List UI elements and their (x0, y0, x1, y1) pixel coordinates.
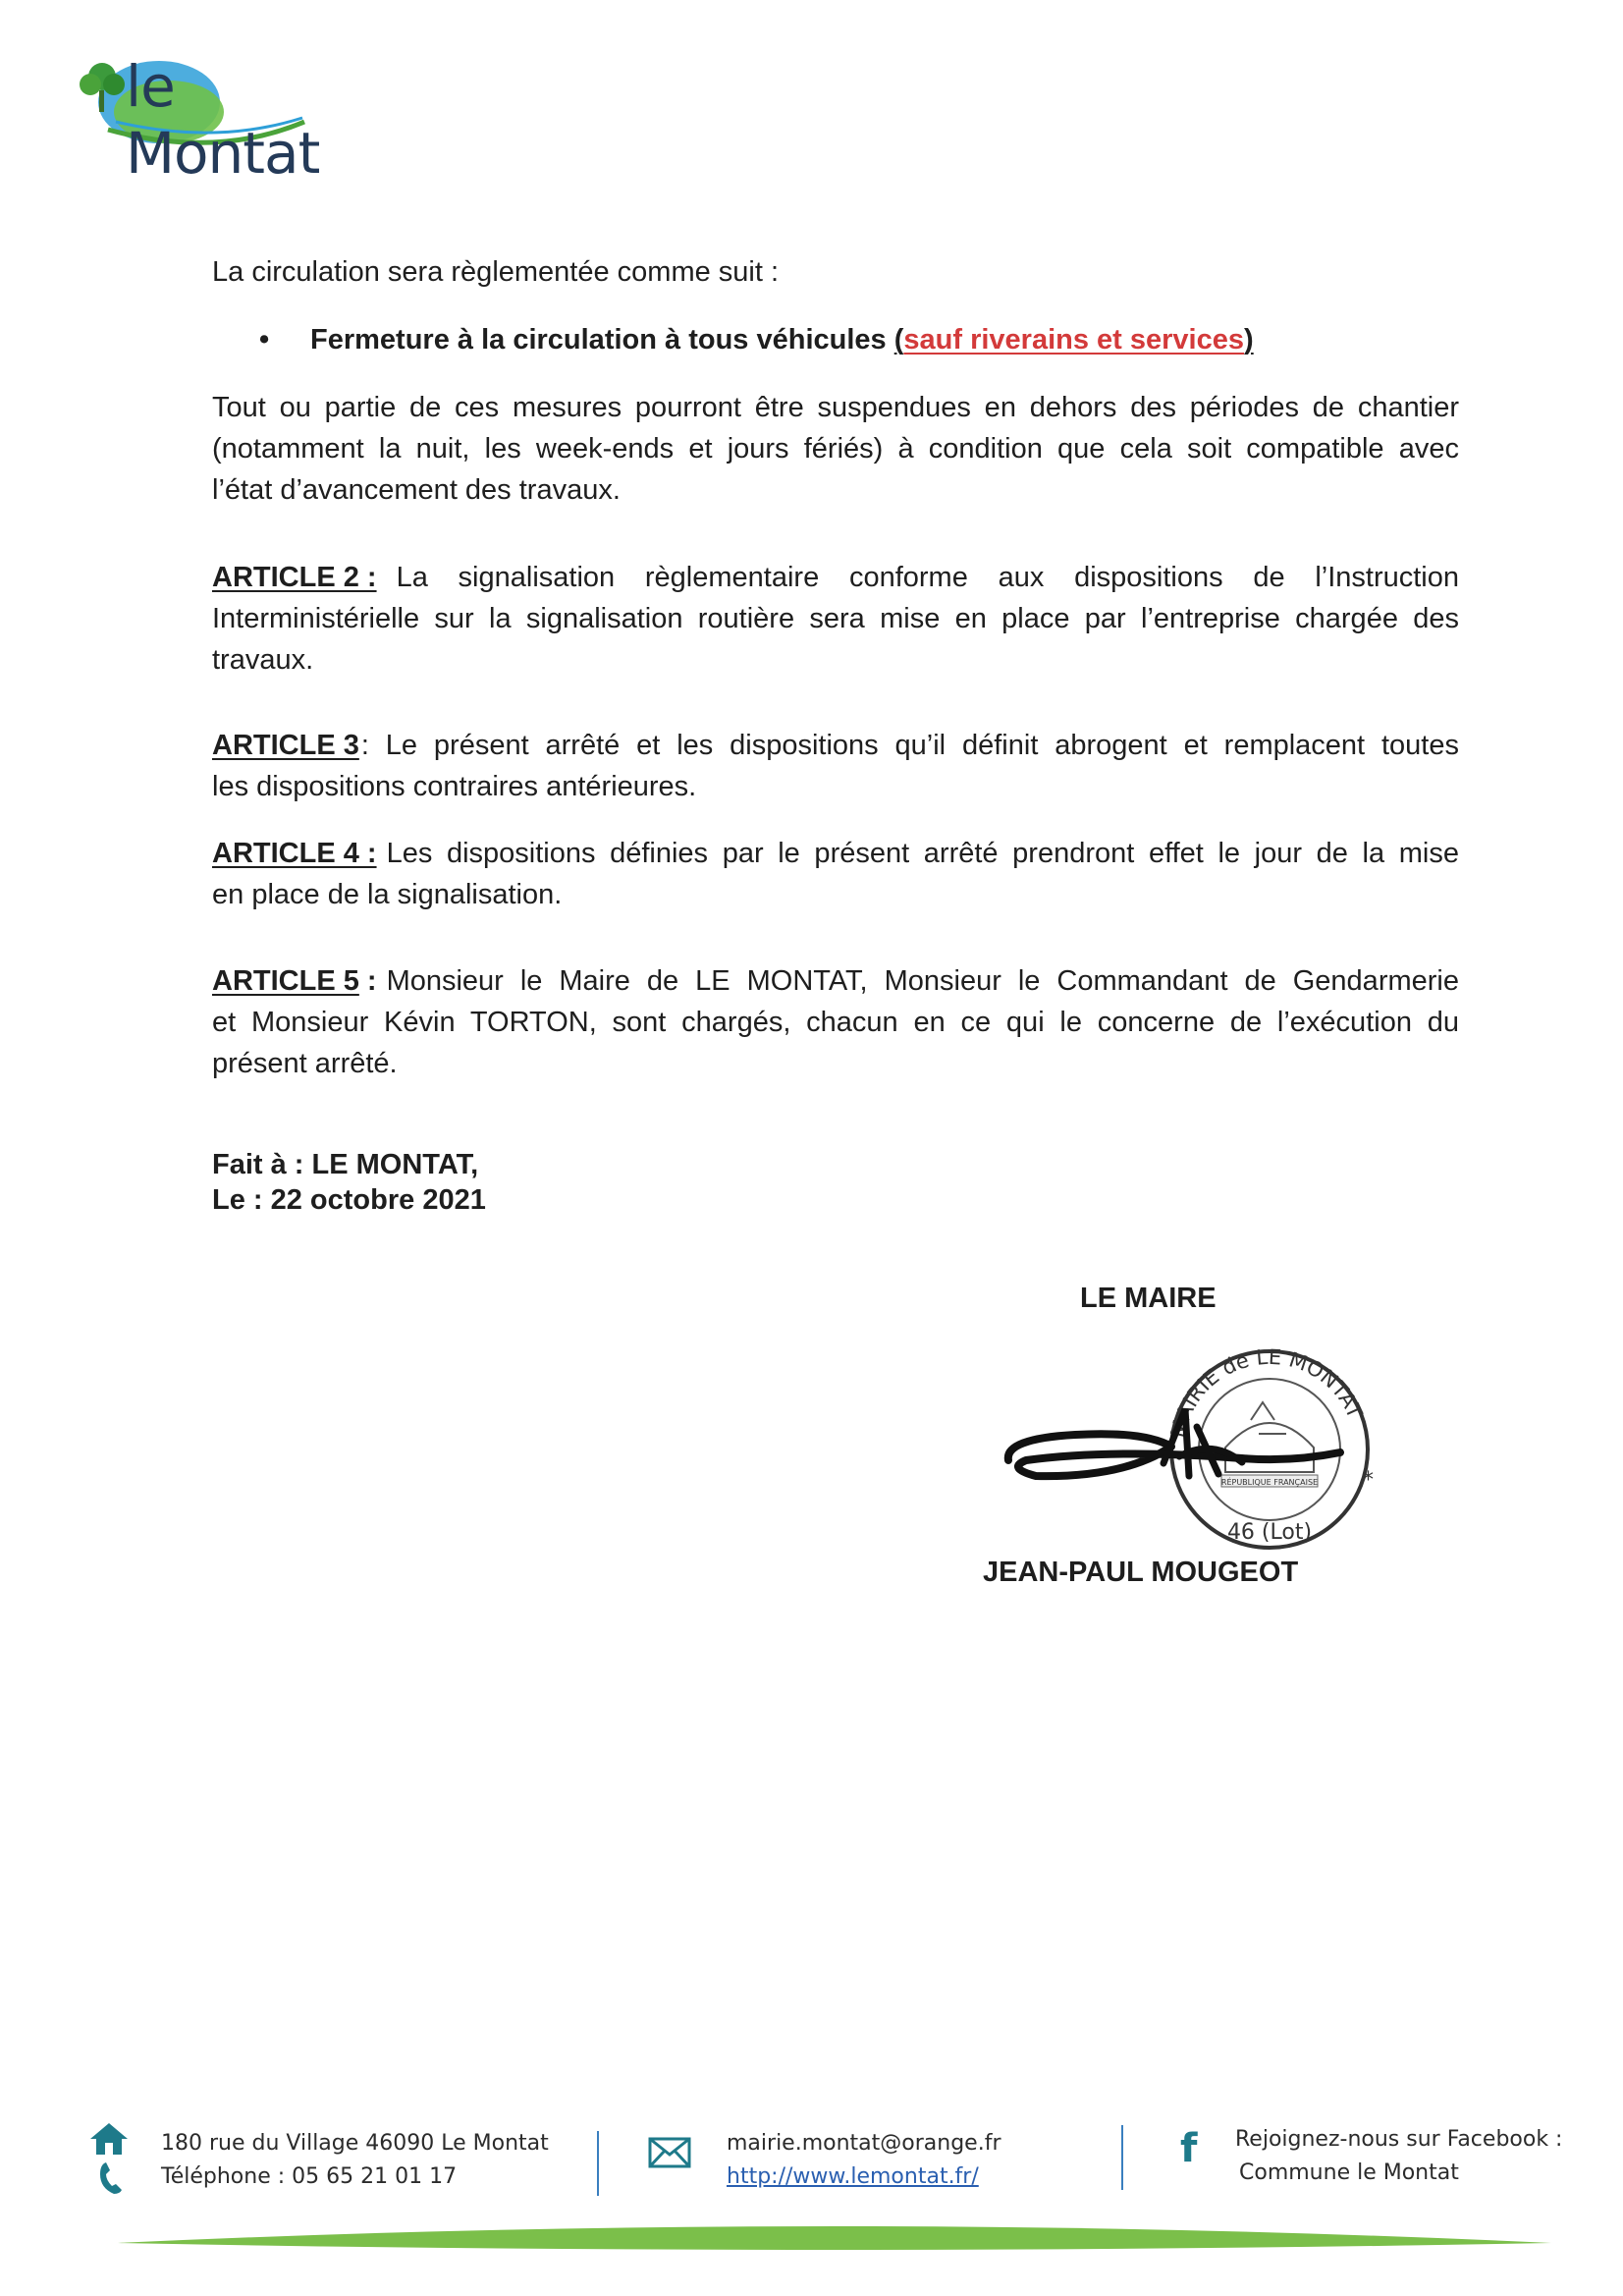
footer-contact-block (727, 2127, 1001, 2194)
suspension-paragraph (212, 387, 1459, 511)
article-5-line: présent arrêté. (212, 1048, 398, 1079)
article-5-line: Monsieur le Maire de LE MONTAT, Monsieur le Commandant de Gendarmerie (386, 965, 1459, 997)
article-4 (212, 833, 1459, 915)
stamp-banner-text: RÉPUBLIQUE FRANÇAISE (1220, 1478, 1319, 1487)
footer-facebook-invite: Rejoignez-nous sur Facebook : (1235, 2127, 1563, 2152)
footer-facebook-page[interactable]: Commune le Montat (1239, 2160, 1459, 2185)
suspension-line: l’état d’avancement des travaux. (212, 474, 621, 506)
article-5-label: ARTICLE 5 (212, 965, 359, 997)
article-3-line: les dispositions contraires antérieures. (212, 771, 697, 802)
article-5-line: et Monsieur Kévin TORTON, sont chargés, chacun en ce qui le concerne de l’exécution du (212, 1007, 1459, 1038)
mayor-name: JEAN-PAUL MOUGEOT (983, 1557, 1299, 1588)
svg-text:*: * (1363, 1468, 1374, 1493)
mayor-title: LE MAIRE (1080, 1283, 1217, 1314)
footer-email[interactable]: mairie.montat@orange.fr (727, 2131, 1001, 2156)
exception-paren-close: ) (1244, 324, 1254, 355)
footer-website-link[interactable]: http://www.lemontat.fr/ (727, 2164, 979, 2189)
logo-text: le Montat (126, 53, 320, 187)
article-4-line: Les dispositions définies par le présent arrêté prendront effet le jour de la mise (386, 838, 1459, 869)
footer-accent-bar (118, 2214, 1551, 2253)
exception-text: sauf riverains et services (903, 324, 1245, 355)
home-icon (86, 2121, 132, 2157)
article-3-label: ARTICLE 3 (212, 730, 359, 761)
article-3-line: : Le présent arrêté et les dispositions qu’il définit abrogent et remplacent toutes (360, 730, 1459, 761)
stamp-bottom-text: 46 (Lot) (1226, 1520, 1313, 1545)
footer-address-block (161, 2127, 549, 2194)
article-2-line: La signalisation règlementaire conforme aux dispositions de l’Instruction (396, 562, 1459, 593)
facebook-icon[interactable]: f (1180, 2126, 1198, 2171)
article-2-line: Interministérielle sur la signalisation routière sera mise en place par l’entreprise chargée des (212, 603, 1459, 634)
suspension-line: (notamment la nuit, les week-ends et jours fériés) à condition que cela soit compatible avec (212, 433, 1459, 465)
place-date (212, 1147, 486, 1218)
article-5 (212, 960, 1459, 1084)
footer-divider (1121, 2125, 1123, 2190)
footer-address: 180 rue du Village 46090 Le Montat (161, 2131, 549, 2156)
mayor-signature (997, 1370, 1350, 1507)
article-4-line: en place de la signalisation. (212, 879, 563, 910)
closure-text: Fermeture à la circulation à tous véhicules (310, 324, 887, 355)
article-5-label-suffix: : (358, 965, 377, 997)
article-3 (212, 725, 1459, 807)
bullet-dot: • (259, 324, 270, 355)
signature-graphic (997, 1370, 1350, 1507)
logo (69, 41, 363, 187)
article-2-label: ARTICLE 2 : (212, 562, 377, 593)
stamp-top-path: MAIRIE de LE MONTAT (1165, 1344, 1368, 1441)
article-5-label-wrap (212, 960, 377, 1002)
mail-icon (648, 2137, 691, 2168)
exception-paren-open: ( (893, 324, 904, 355)
phone-icon (98, 2160, 124, 2196)
footer-divider (597, 2131, 599, 2196)
footer-facebook-block (1235, 2123, 1562, 2190)
footer-phone: Téléphone : 05 65 21 01 17 (161, 2164, 458, 2189)
article-2-line: travaux. (212, 644, 314, 676)
done-at: Fait à : LE MONTAT, (212, 1149, 479, 1180)
decree-date: Le : 22 octobre 2021 (212, 1184, 486, 1216)
intro-text: La circulation sera règlementée comme suit : (212, 256, 780, 288)
article-4-label: ARTICLE 4 : (212, 838, 377, 869)
article-2 (212, 557, 1459, 681)
suspension-line: Tout ou partie de ces mesures pourront être suspendues en dehors des périodes de chantier (212, 392, 1459, 423)
